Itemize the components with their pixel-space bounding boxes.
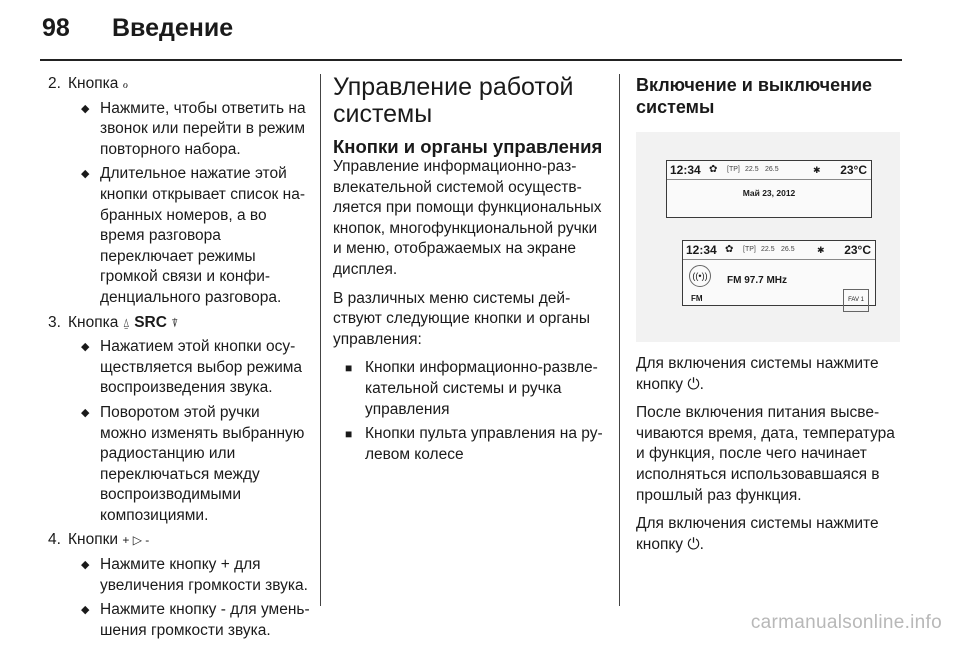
list-item-3: 3. Кнопка ⍙ SRC ⍒ ◆ Нажатием этой кнопки осуществляется выбор режима воспроизведения звука. ◆ Поворотом этой ручки можно изменять выбранную радиостанцию или переключаться между воспроизводимыми композициями. (48, 313, 310, 527)
square-bullet-icon: ■ (345, 361, 353, 376)
bullet-item: ■ Кнопки информационно-развлекательной системы и ручка управления (345, 359, 598, 418)
phone-button-icon: ℴ (122, 77, 129, 91)
diamond-bullet-icon: ◆ (81, 168, 90, 181)
list-item-2: 2. Кнопка ℴ ◆ Нажмите, чтобы ответить на звонок или перейти в режим повторного набора. ◆ Длительное нажатие этой кнопки открывает список набранных номеров, а во время разговора переключает режимы громкой связи и конфиденциального разговора. (48, 74, 310, 309)
bullet-item: ◆ Нажмите кнопку - для уменьшения громкости звука. (81, 601, 310, 639)
radio-antenna-icon: ((•)) (689, 265, 711, 287)
status-bar: 12:34 ✿ [TP] 22.5 26.5 ✱ 23°C (667, 161, 871, 180)
temperature: 23°C (844, 243, 871, 257)
header-rule (40, 59, 902, 61)
temperature: 23°C (840, 163, 867, 177)
station-label: FM 97.7 MHz (727, 275, 788, 286)
column-3 (636, 74, 904, 563)
display-illustration (636, 132, 900, 342)
section-heading: Управление работой системы (333, 73, 574, 128)
square-bullet-icon: ■ (345, 427, 353, 442)
page-header (0, 0, 960, 62)
column-divider (320, 74, 321, 606)
settings-icon: ✿ (709, 164, 718, 175)
clock: 12:34 (686, 243, 717, 257)
band-label: FM (691, 294, 703, 303)
bluetooth-icon: ✱ (817, 245, 825, 255)
column-divider (619, 74, 620, 606)
favourites-tab: FAV 1 (843, 289, 869, 312)
bullet-item: ◆ Длительное нажатие этой кнопки открывает список набранных номеров, а во время разговора переключает режимы громкой связи и конфиденциального разговора. (81, 165, 305, 306)
bullet-item: ◆ Нажатием этой кнопки осуществляется выбор режима воспроизведения звука. (81, 338, 303, 397)
diamond-bullet-icon: ◆ (81, 604, 90, 617)
display-screen-radio (682, 240, 876, 306)
bullet-item: ◆ Поворотом этой ручки можно изменять выбранную радиостанцию или переключаться между воспроизводимыми композициями. (81, 403, 305, 524)
src-label: SRC (134, 313, 167, 331)
list-item-4: 4. Кнопки + ▷ - ◆ Нажмите кнопку + для увеличения громкости звука. ◆ Нажмите кнопку - для уменьшения громкости звука. (48, 530, 310, 641)
paragraph: Управление информационно-развлекательной системой осуществляется при помощи функциональных кнопок, многофункциональной ручки и меню, отображаемых на экране дисплея. (333, 158, 602, 278)
radio-text-icon: [TP] (727, 166, 740, 173)
paragraph: Для включения системы нажмите кнопку ⏻. (636, 355, 879, 393)
page-title: Введение (112, 14, 234, 42)
bullet-item: ■ Кнопки пульта управления на рулевом колесе (345, 425, 603, 463)
page-number: 98 (42, 14, 70, 42)
display-screen-date (666, 160, 872, 218)
settings-icon: ✿ (725, 244, 734, 255)
seek-down-icon: ⍒ (171, 315, 179, 330)
paragraph: Для включения системы нажмите кнопку ⏻. (636, 515, 879, 553)
paragraph: После включения питания высвечиваются время, дата, температура и функция, после чего начинает исполняться использовавшаяся в прошлый раз функция. (636, 404, 895, 504)
bluetooth-icon: ✱ (813, 165, 821, 175)
bullet-item: ◆ Нажмите кнопку + для увеличения громкости звука. (81, 556, 308, 594)
section-heading: Включение и выключение системы (636, 75, 873, 117)
diamond-bullet-icon: ◆ (81, 406, 90, 419)
diamond-bullet-icon: ◆ (81, 559, 90, 572)
volume-buttons-icon: + ▷ - (122, 533, 150, 548)
status-bar: 12:34 ✿ [TP] 22.5 26.5 ✱ 23°C (683, 241, 875, 260)
date-display: Май 23, 2012 (742, 188, 796, 198)
subsection-heading: Кнопки и органы управления (333, 136, 603, 157)
column-1 (48, 74, 310, 645)
bullet-item: ◆ Нажмите, чтобы ответить на звонок или перейти в режим повторного набора. (81, 99, 306, 158)
diamond-bullet-icon: ◆ (81, 341, 90, 354)
paragraph: В различных меню системы действуют следующие кнопки и органы управления: (333, 289, 590, 348)
watermark: carmanualsonline.info (750, 612, 942, 633)
radio-text-icon: [TP] (743, 246, 756, 253)
diamond-bullet-icon: ◆ (81, 102, 90, 115)
clock: 12:34 (670, 163, 701, 177)
column-2 (333, 74, 605, 469)
seek-up-icon: ⍙ (122, 315, 130, 330)
